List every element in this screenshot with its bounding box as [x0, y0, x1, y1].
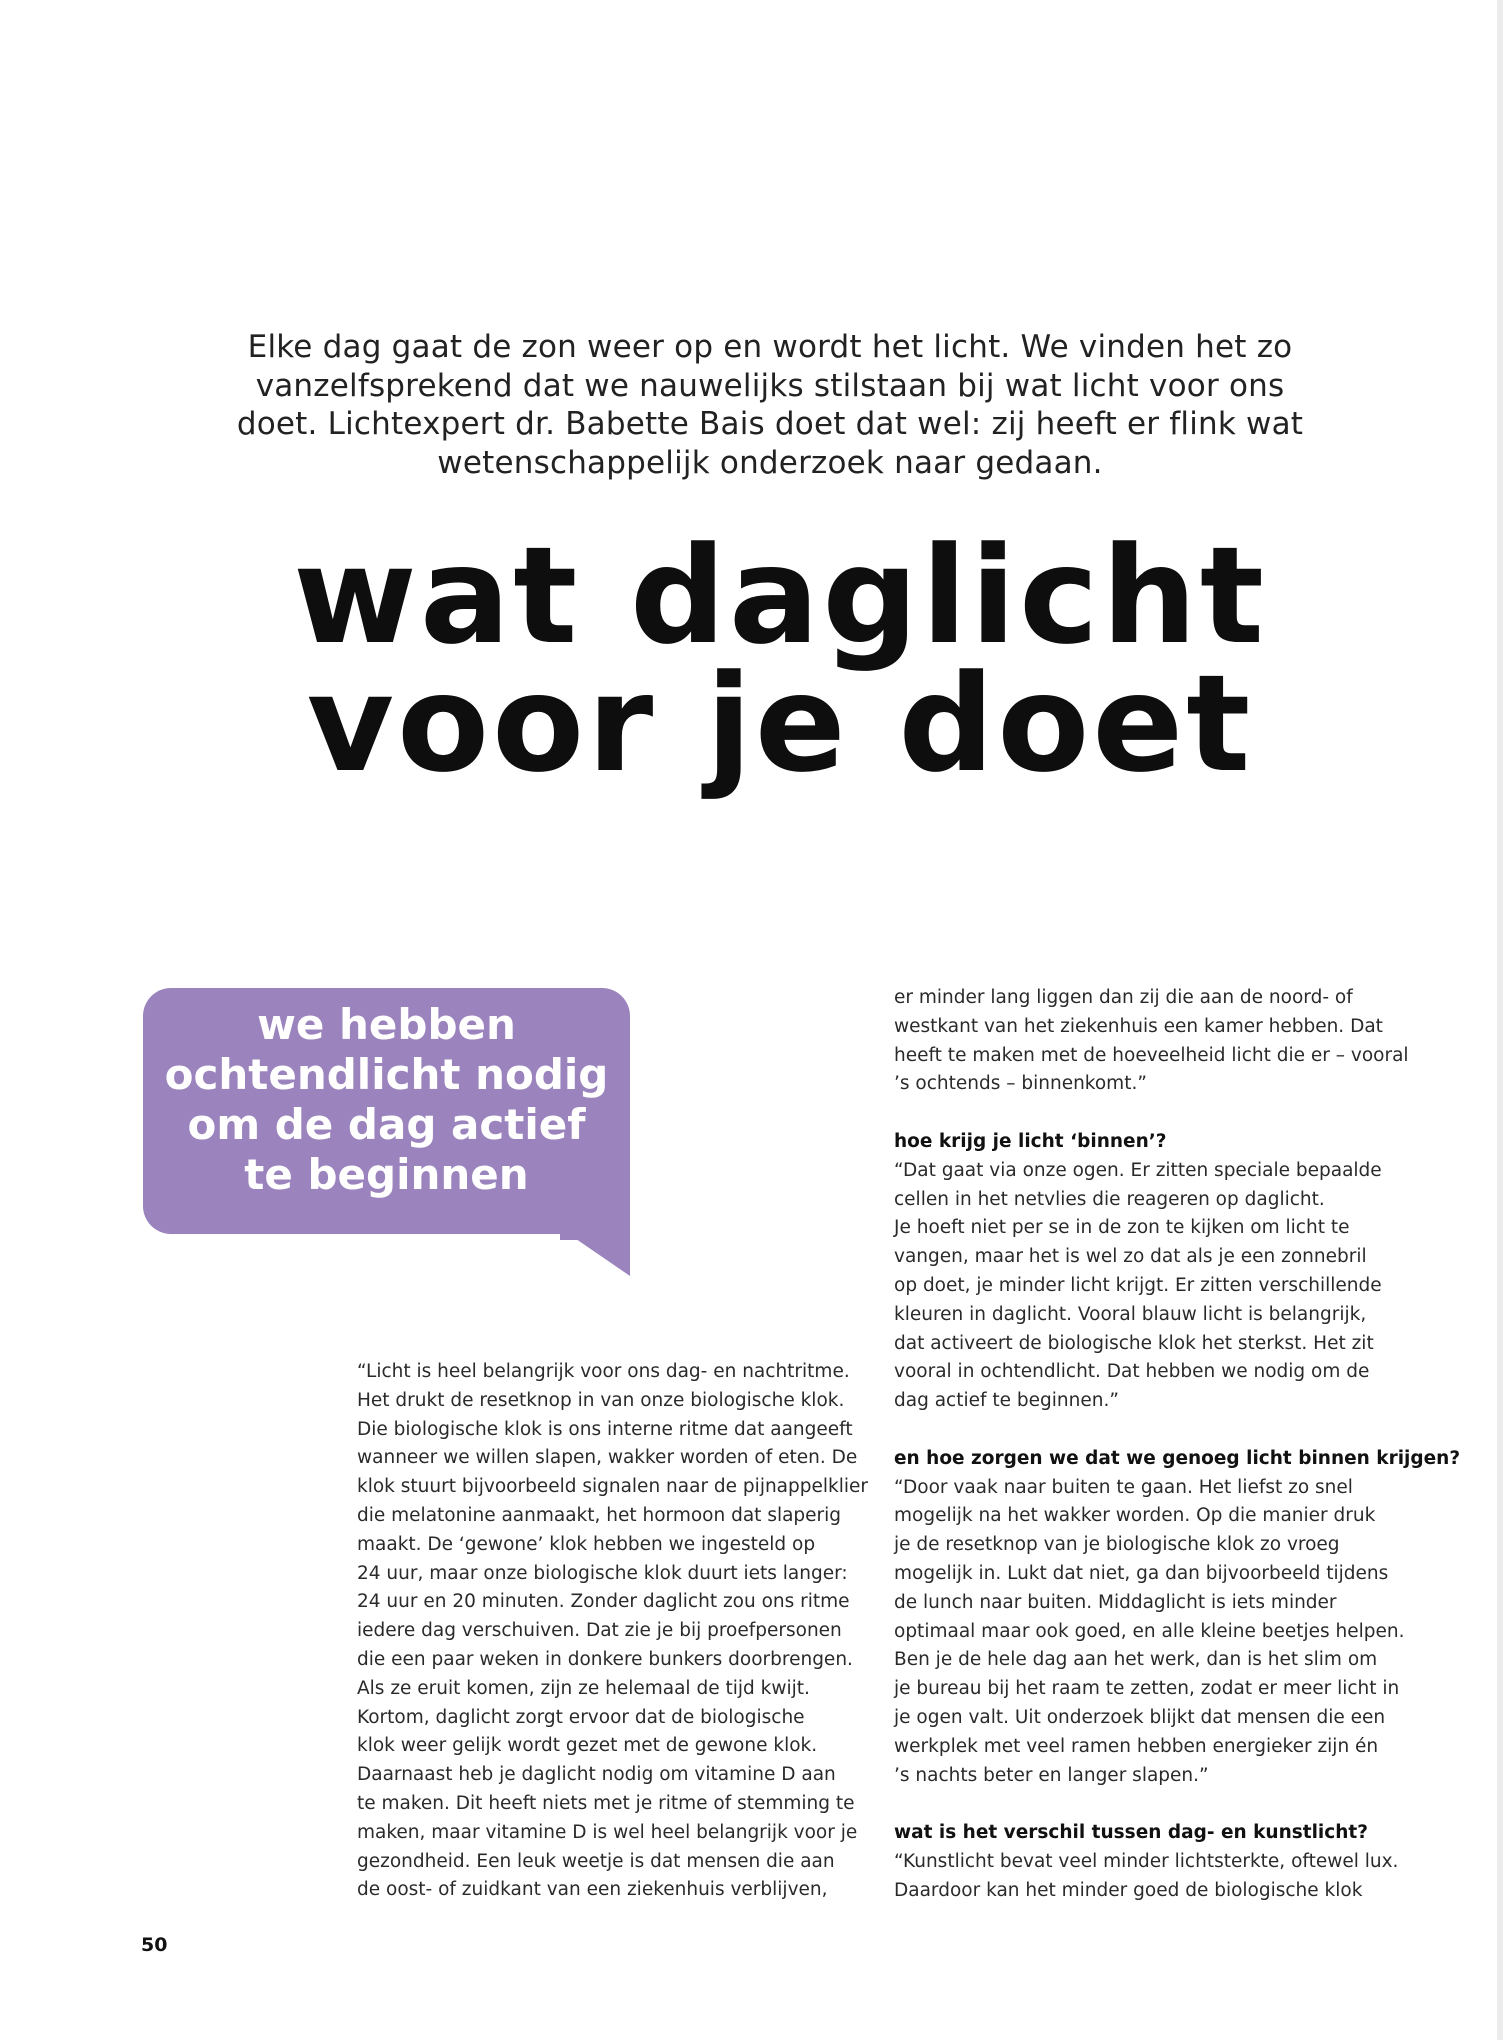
body-line: je de resetknop van je biologische klok zo vroeg: [894, 1534, 1340, 1556]
body-line: Als ze eruit komen, zijn ze helemaal de tijd kwijt.: [357, 1677, 810, 1699]
body-line: Kortom, daglicht zorgt ervoor dat de biologische: [357, 1706, 805, 1728]
body-line: ’s ochtends – binnenkomt.”: [894, 1073, 1147, 1095]
body-line: de oost- of zuidkant van een ziekenhuis verblijven,: [357, 1879, 828, 1901]
paragraph-gap: [894, 1099, 1460, 1128]
body-line: “Dat gaat via onze ogen. Er zitten speciale bepaalde: [894, 1159, 1382, 1181]
title-line: voor je doet: [306, 646, 1254, 802]
body-line: iedere dag verschuiven. Dat zie je bij proefpersonen: [357, 1620, 842, 1642]
pull-quote-line: we hebben: [257, 1000, 516, 1049]
body-line: 24 uur en 20 minuten. Zonder daglicht zou ons ritme: [357, 1591, 850, 1613]
body-line: klok weer gelijk wordt gezet met de gewone klok.: [357, 1735, 818, 1757]
body-line: optimaal maar ook goed, en alle kleine beetjes helpen.: [894, 1620, 1405, 1642]
body-line: maken, maar vitamine D is wel heel belangrijk voor je: [357, 1821, 858, 1843]
body-line: werkplek met veel ramen hebben energieker zijn én: [894, 1735, 1379, 1757]
paragraph-gap: [894, 1790, 1460, 1819]
body-line: Je hoeft niet per se in de zon te kijken om licht te: [894, 1217, 1350, 1239]
pull-quote: [143, 1000, 630, 1200]
body-line: Het drukt de resetknop in van onze biologische klok.: [357, 1389, 845, 1411]
intro-paragraph: [210, 328, 1330, 482]
interview-question: hoe krijg je licht ‘binnen’?: [894, 1130, 1167, 1152]
speech-bubble-tail: [560, 1228, 630, 1276]
body-line: die een paar weken in donkere bunkers doorbrengen.: [357, 1648, 853, 1670]
title-line: wat daglicht: [293, 518, 1267, 674]
body-line: mogelijk in. Lukt dat niet, ga dan bijvoorbeeld tijdens: [894, 1562, 1389, 1584]
body-line: cellen in het netvlies die reageren op daglicht.: [894, 1188, 1325, 1210]
body-line: dat activeert de biologische klok het sterkst. Het zit: [894, 1332, 1374, 1354]
body-line: vangen, maar het is wel zo dat als je een zonnebril: [894, 1246, 1367, 1268]
intro-line: doet. Lichtexpert dr. Babette Bais doet dat wel: zij heeft er flink wat: [236, 406, 1304, 442]
pull-quote-line: ochtendlicht nodig: [164, 1050, 609, 1099]
body-line: vooral in ochtendlicht. Dat hebben we nodig om de: [894, 1361, 1370, 1383]
body-line: mogelijk na het wakker worden. Op die manier druk: [894, 1505, 1376, 1527]
body-line: Daardoor kan het minder goed de biologische klok: [894, 1879, 1363, 1901]
body-column-right: [894, 984, 1460, 1906]
intro-line: vanzelfsprekend dat we nauwelijks stilstaan bij wat licht voor ons: [255, 367, 1285, 404]
body-line: op doet, je minder licht krijgt. Er zitten verschillende: [894, 1274, 1382, 1296]
intro-line: Elke dag gaat de zon weer op en wordt het licht. We vinden het zo: [247, 329, 1293, 365]
pull-quote-line: om de dag actief: [187, 1100, 586, 1149]
interview-question: wat is het verschil tussen dag- en kunstlicht?: [894, 1822, 1368, 1844]
body-line: ’s nachts beter en langer slapen.”: [894, 1764, 1209, 1786]
page-title: [0, 518, 1503, 802]
intro-line: wetenschappelijk onderzoek naar gedaan.: [437, 444, 1103, 481]
body-line: wanneer we willen slapen, wakker worden of eten. De: [357, 1447, 858, 1469]
body-line: te maken. Dit heeft niets met je ritme of stemming te: [357, 1792, 855, 1814]
body-line: Daarnaast heb je daglicht nodig om vitamine D aan: [357, 1764, 836, 1786]
body-line: “Licht is heel belangrijk voor ons dag- en nachtritme.: [357, 1361, 850, 1382]
body-line: heeft te maken met de hoeveelheid licht die er – vooral: [894, 1044, 1409, 1066]
body-line: die melatonine aanmaakt, het hormoon dat slaperig: [357, 1504, 842, 1526]
paragraph-gap: [894, 1416, 1460, 1445]
body-line: kleuren in daglicht. Vooral blauw licht is belangrijk,: [894, 1303, 1367, 1325]
body-line: Ben je de hele dag aan het werk, dan is het slim om: [894, 1649, 1378, 1671]
body-line: maakt. De ‘gewone’ klok hebben we ingesteld op: [357, 1533, 816, 1555]
body-line: klok stuurt bijvoorbeeld signalen naar de pijnappelklier: [357, 1476, 869, 1498]
body-line: dag actief te beginnen.”: [894, 1390, 1119, 1412]
body-line: westkant van het ziekenhuis een kamer hebben. Dat: [894, 1015, 1383, 1037]
body-line: je ogen valt. Uit onderzoek blijkt dat mensen die een: [894, 1706, 1386, 1728]
body-line: je bureau bij het raam te zetten, zodat er meer licht in: [894, 1678, 1400, 1700]
body-line: er minder lang liggen dan zij die aan de noord- of: [894, 987, 1353, 1008]
body-line: gezondheid. Een leuk weetje is dat mensen die aan: [357, 1850, 835, 1872]
body-line: “Door vaak naar buiten te gaan. Het liefst zo snel: [894, 1476, 1353, 1498]
body-line: Die biologische klok is ons interne ritme dat aangeeft: [357, 1418, 853, 1440]
interview-question: en hoe zorgen we dat we genoeg licht binnen krijgen?: [894, 1447, 1461, 1469]
body-line: “Kunstlicht bevat veel minder lichtsterkte, oftewel lux.: [894, 1850, 1399, 1872]
page-edge: [1497, 0, 1503, 2040]
pull-quote-line: te beginnen: [244, 1150, 529, 1199]
body-line: de lunch naar buiten. Middaglicht is iets minder: [894, 1591, 1337, 1613]
body-column-left: [357, 1358, 868, 1905]
body-line: 24 uur, maar onze biologische klok duurt iets langer:: [357, 1562, 848, 1584]
page-number: 50: [141, 1934, 168, 1956]
